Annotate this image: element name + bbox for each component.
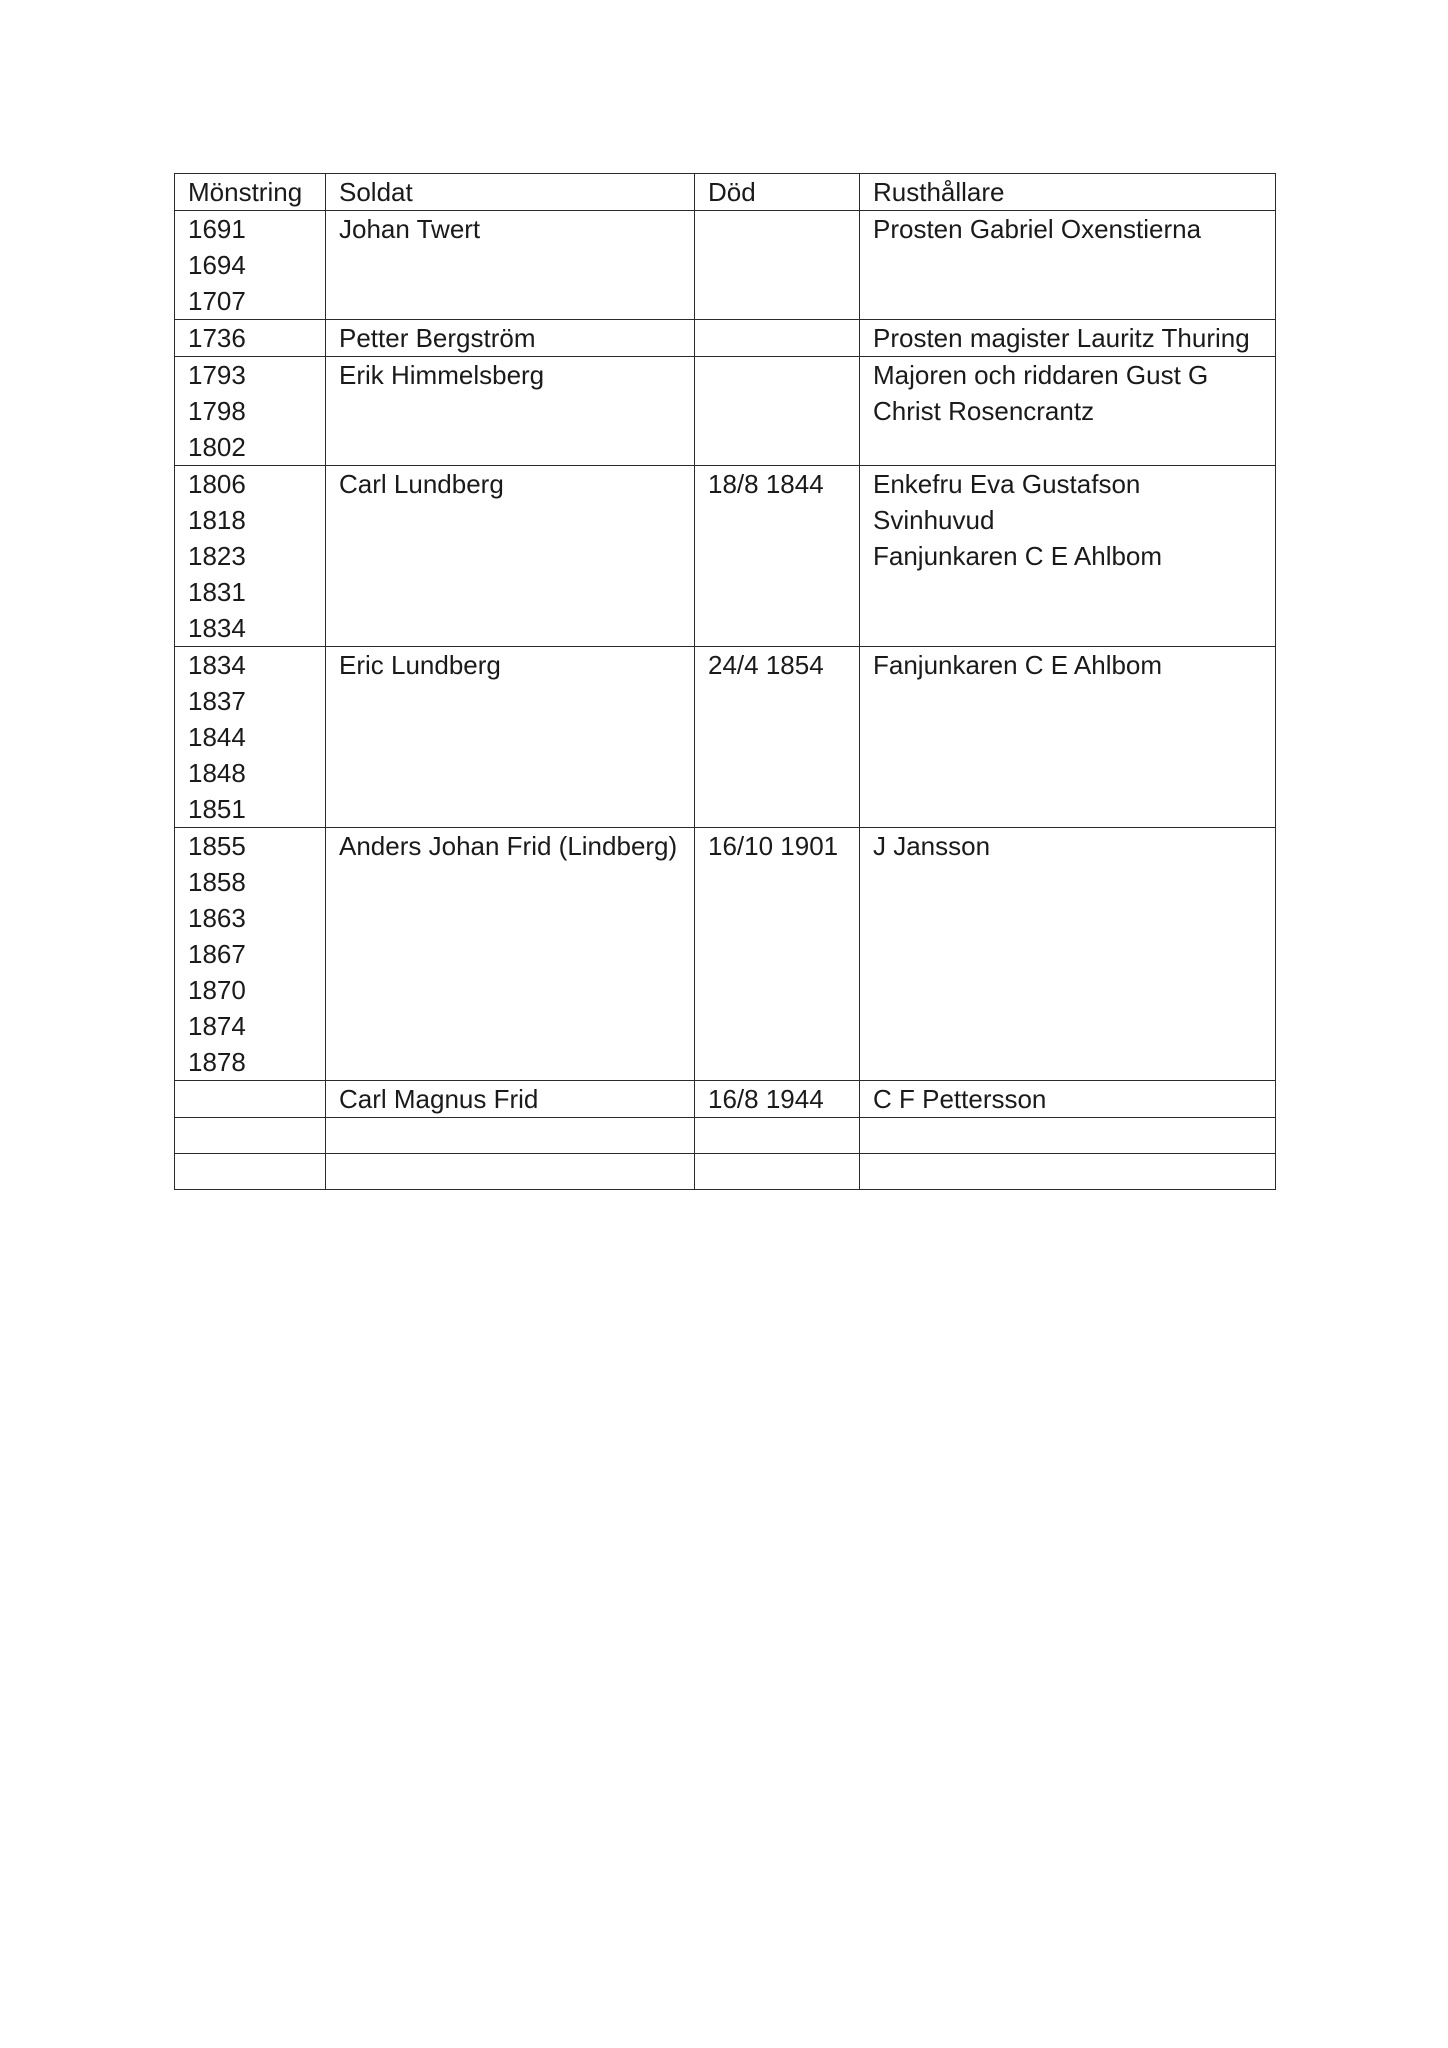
cell-soldat — [326, 466, 695, 647]
cell-soldat — [326, 211, 695, 320]
cell-rusthallare — [860, 647, 1276, 828]
empty-cell — [860, 1118, 1276, 1154]
soldier-name: Petter Bergström — [339, 323, 536, 353]
death-date: 18/8 1844 — [708, 469, 824, 499]
death-date — [708, 320, 851, 356]
table-row — [175, 466, 1276, 647]
cell-rusthallare — [860, 828, 1276, 1081]
holder-line: Fanjunkaren C E Ahlbom — [873, 650, 1163, 680]
empty-cell — [175, 1118, 326, 1154]
muster-year: 1806 — [188, 469, 246, 499]
cell-dod — [695, 211, 860, 320]
empty-cell — [326, 1118, 695, 1154]
empty-cell — [695, 1154, 860, 1190]
holder-line: Christ Rosencrantz — [873, 396, 1095, 426]
muster-year: 1798 — [188, 396, 246, 426]
muster-year: 1851 — [188, 794, 246, 824]
table-row — [175, 647, 1276, 828]
table-row — [175, 357, 1276, 466]
cell-rusthallare — [860, 466, 1276, 647]
cell-dod — [695, 1081, 860, 1118]
muster-year: 1858 — [188, 867, 246, 897]
muster-year: 1878 — [188, 1047, 246, 1077]
death-date — [708, 211, 851, 247]
header-monstring: Mönstring — [175, 174, 326, 211]
soldier-name: Carl Lundberg — [339, 469, 504, 499]
empty-cell — [695, 1118, 860, 1154]
muster-year: 1818 — [188, 505, 246, 535]
muster-year: 1707 — [188, 286, 246, 316]
table-row — [175, 320, 1276, 357]
empty-table-row — [175, 1154, 1276, 1190]
cell-soldat — [326, 1081, 695, 1118]
holder-line: J Jansson — [873, 831, 991, 861]
cell-rusthallare — [860, 211, 1276, 320]
soldier-name: Johan Twert — [339, 214, 481, 244]
cell-monstring — [175, 1081, 326, 1118]
cell-monstring — [175, 466, 326, 647]
muster-year: 1870 — [188, 975, 246, 1005]
muster-year: 1834 — [188, 650, 246, 680]
holder-line: Prosten Gabriel Oxenstierna — [873, 214, 1202, 244]
muster-year: 1834 — [188, 613, 246, 643]
table-row — [175, 828, 1276, 1081]
holder-line: Prosten magister Lauritz Thuring — [873, 323, 1250, 353]
death-date: 16/10 1901 — [708, 831, 839, 861]
header-soldat: Soldat — [326, 174, 695, 211]
death-date: 24/4 1854 — [708, 650, 824, 680]
soldier-name: Eric Lundberg — [339, 650, 501, 680]
empty-cell — [175, 1154, 326, 1190]
cell-rusthallare — [860, 320, 1276, 357]
muster-year: 1874 — [188, 1011, 246, 1041]
cell-monstring — [175, 647, 326, 828]
muster-year: 1823 — [188, 541, 246, 571]
table-body — [175, 211, 1276, 1190]
cell-dod — [695, 466, 860, 647]
cell-dod — [695, 357, 860, 466]
holder-line: Majoren och riddaren Gust G — [873, 360, 1209, 390]
muster-year: 1848 — [188, 758, 246, 788]
soldier-name: Erik Himmelsberg — [339, 360, 545, 390]
muster-year: 1844 — [188, 722, 246, 752]
table-header-row — [175, 174, 1276, 211]
empty-cell — [326, 1154, 695, 1190]
muster-year: 1867 — [188, 939, 246, 969]
cell-rusthallare — [860, 1081, 1276, 1118]
muster-year: 1691 — [188, 214, 246, 244]
cell-dod — [695, 647, 860, 828]
cell-soldat — [326, 647, 695, 828]
muster-year: 1793 — [188, 360, 246, 390]
cell-soldat — [326, 828, 695, 1081]
empty-table-row — [175, 1118, 1276, 1154]
holder-line: C F Pettersson — [873, 1084, 1047, 1114]
soldier-name: Anders Johan Frid (Lindberg) — [339, 831, 678, 861]
cell-monstring — [175, 828, 326, 1081]
header-rusthallare: Rusthållare — [860, 174, 1276, 211]
cell-soldat — [326, 357, 695, 466]
table-row — [175, 1081, 1276, 1118]
cell-monstring — [175, 211, 326, 320]
cell-dod — [695, 828, 860, 1081]
header-dod: Död — [695, 174, 860, 211]
holder-line: Enkefru Eva Gustafson — [873, 469, 1141, 499]
cell-monstring — [175, 320, 326, 357]
cell-rusthallare — [860, 357, 1276, 466]
cell-dod — [695, 320, 860, 357]
muster-year: 1802 — [188, 432, 246, 462]
muster-year: 1831 — [188, 577, 246, 607]
muster-year: 1837 — [188, 686, 246, 716]
muster-year: 1736 — [188, 323, 246, 353]
cell-monstring — [175, 357, 326, 466]
muster-year: 1863 — [188, 903, 246, 933]
cell-soldat — [326, 320, 695, 357]
muster-year: 1855 — [188, 831, 246, 861]
soldier-roll-table — [174, 173, 1276, 1190]
muster-year: 1694 — [188, 250, 246, 280]
death-date: 16/8 1944 — [708, 1084, 824, 1114]
table-row — [175, 211, 1276, 320]
holder-line: Fanjunkaren C E Ahlbom — [873, 541, 1163, 571]
death-date — [708, 357, 851, 393]
holder-line: Svinhuvud — [873, 505, 995, 535]
muster-year — [188, 1081, 317, 1117]
empty-cell — [860, 1154, 1276, 1190]
soldier-name: Carl Magnus Frid — [339, 1084, 539, 1114]
